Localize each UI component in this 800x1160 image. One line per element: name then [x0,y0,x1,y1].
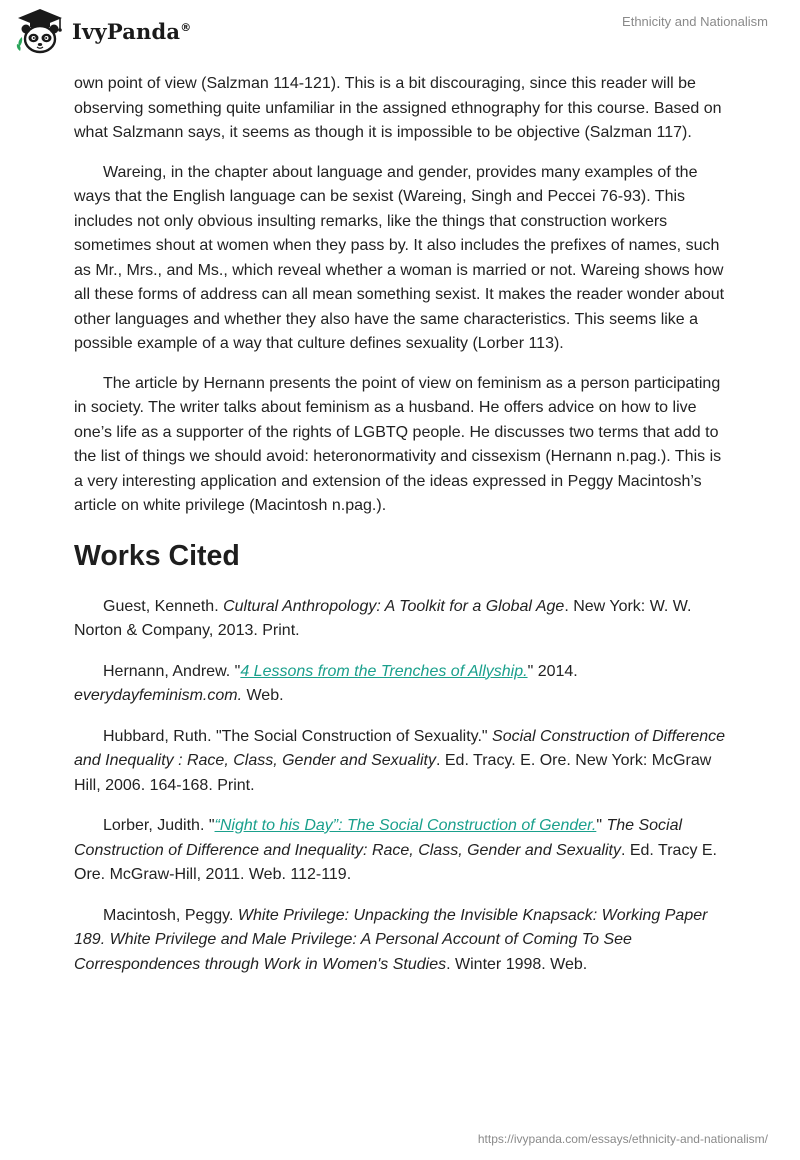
citation-title: Social Construction of Difference and Inequality : Race, Class, Gender and Sexuality [74,727,726,769]
citation-link-lorber[interactable]: “Night to his Day”: The Social Construction of Gender. [214,817,597,834]
citation-macintosh: Macintosh, Peggy. White Privilege: Unpacking the Invisible Knapsack: Working Paper 189. White Privilege and Male Privilege: A Personal Account of Coming To See Correspondences through Work in Women's Studies. Winter 1998. Web. [74,906,708,973]
page-url[interactable]: https://ivypanda.com/essays/ethnicity-and-nationalism/ [477,1132,768,1146]
page-header [0,0,800,70]
citation-hernann: Hernann, Andrew. "4 Lessons from the Trenches of Allyship." 2014. everydayfeminism.com. Web. [74,662,578,704]
brand-logo[interactable] [14,7,191,55]
citation-lorber: Lorber, Judith. "“Night to his Day”: The Social Construction of Gender." The Social Construction of Difference and Inequality: Race, Class, Gender and Sexuality. Ed. Tracy E. Ore. McGraw-Hill, 2011. Web. 112-119. [74,817,717,883]
essay-content [74,72,734,993]
citation-source: everydayfeminism.com. [74,687,243,704]
works-cited-heading: Works Cited [74,539,240,572]
body-paragraph-2: Wareing, in the chapter about language and gender, provides many examples of the ways that the English language can be sexist (Wareing, Singh and Peccei 76-93). This includes not only obvious insulting remarks, like the things that construction workers sometimes shout at women when they pass by. It also includes the prefixes of names, such as Mr., Mrs., and Ms., which reveal whether a woman is married or not. Wareing shows how all these forms of address can all mean something sexist. It makes the reader wonder about other languages and whether they also have the same characteristics. This seems like a possible example of a way that culture defines sexuality (Lorber 113). [74,163,725,352]
brand-name: IvyPanda® [72,18,192,44]
citation-title: White Privilege: Unpacking the Invisible Knapsack: Working Paper 189. White Privilege and Male Privilege: A Personal Account of Coming To See Correspondences through Work in Women's Studies [74,906,708,973]
citation-title: Cultural Anthropology: A Toolkit for a Global Age [223,597,565,615]
citation-hubbard: Hubbard, Ruth. "The Social Construction of Sexuality." Social Construction of Difference and Inequality : Race, Class, Gender and Sexuality. Ed. Tracy. E. Ore. New York: McGraw Hill, 2006. 164-168. Print. [74,727,726,794]
body-paragraph-1: own point of view (Salzman 114-121). This is a bit discouraging, since this reader will be observing something quite unfamiliar in the assigned ethnography for this course. Based on what Salzmann says, it seems as though it is impossible to be objective (Salzman 117). [74,75,722,141]
registered-mark: ® [180,20,192,34]
panda-graduate-icon [14,7,66,55]
citation-guest: Guest, Kenneth. Cultural Anthropology: A Toolkit for a Global Age. New York: W. W. Norton & Company, 2013. Print. [74,597,692,639]
citation-title: The Social Construction of Difference and Inequality: Race, Class, Gender and Sexuality [74,817,683,859]
body-paragraph-3: The article by Hernann presents the point of view on feminism as a person participating in society. The writer talks about feminism as a husband. He offers advice on how to live one’s life as a supporter of the rights of LGBTQ people. He discusses two terms that add to the list of things we should avoid: heteronormativity and cissexism (Hernann n.pag.). This is a very interesting application and extension of the ideas expressed in Peggy Macintosh’s article on white privilege (Macintosh n.pag.). [74,374,722,514]
citation-link-hernann[interactable]: 4 Lessons from the Trenches of Allyship. [240,662,528,680]
document-title: Ethnicity and Nationalism [622,14,768,29]
